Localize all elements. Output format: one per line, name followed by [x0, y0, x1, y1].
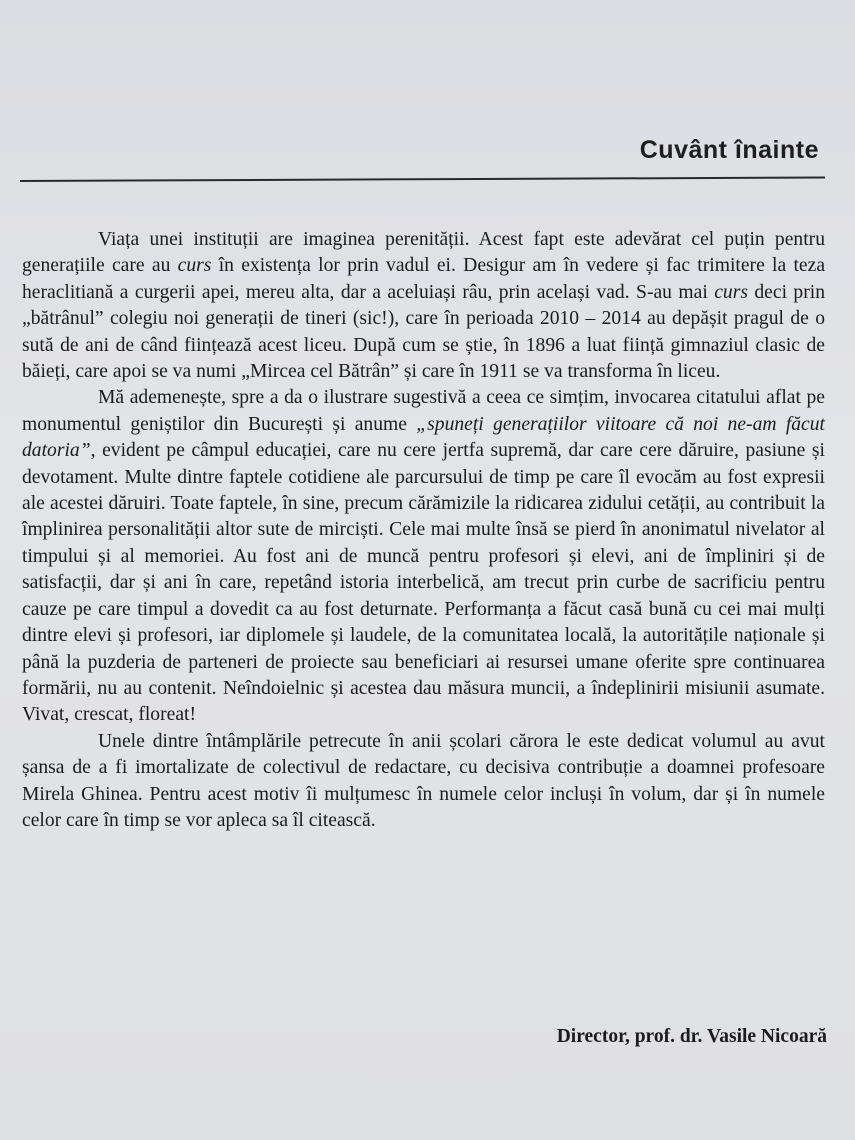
italic-quote: „spuneți generațiilor viitoare că noi ne-am făcut datoria” [22, 413, 825, 462]
paragraph-1 [22, 227, 825, 385]
italic-word-curs: curs [177, 255, 212, 277]
paragraph-2 [22, 385, 825, 728]
text-run: Mă ademenește, spre a da o ilustrare sugestivă a ceea ce simțim, invocarea citatului aflat pe monumentul geniștilor din București și anume [22, 387, 825, 435]
italic-word-curs: curs [714, 281, 748, 303]
body-text [22, 227, 825, 834]
page-heading: Cuvânt înainte [639, 136, 819, 164]
signature: Director, prof. dr. Vasile Nicoară [556, 1026, 827, 1047]
heading-rule [20, 176, 825, 182]
text-run: Viața unei instituții are imaginea perenității. Acest fapt este adevărat cel puțin pentru generațiile care au [22, 229, 825, 277]
text-run: Unele dintre întâmplările petrecute în anii școlari cărora le este dedicat volumul au avut șansa de a fi imortalizate de colectivul de redactare, cu decisiva contribuție a doamnei profesoare Mirela Ghinea. Pentru acest motiv îi mulțumesc în numele celor incluși în volum, dar și în numele celor care în timp se vor apleca sa îl citească. [22, 730, 825, 831]
paragraph-3 [22, 729, 825, 835]
text-run: , evident pe câmpul educației, care nu cere jertfa supremă, dar care cere dăruire, pasiune și devotament. Multe dintre faptele cotidiene ale parcursului de timp pe care îl evocăm au fost expresii ale acestei dăruiri. Toate faptele, în sine, precum cărămizile la ridicarea zidului cetății, au contribuit la împlinirea personalității altor sute de mirciști. Cele mai multe însă se pierd în anonimatul nivelator al timpului și al memoriei. Au fost ani de muncă pentru profesori și elevi, ani de împliniri și de satisfacții, dar și ani în care, repetând istoria interbelică, am trecut prin curbe de sacrificiu pentru cauze pe care timpul a dovedit ca au fost deturnate. Performanța a făcut casă bună cu cei mai mulți dintre elevi și profesori, iar diplomele și laudele, de la comunitatea locală, la autoritățile naționale și până la puzderia de parteneri de proiecte sau beneficiari ai resursei umane oferite spre continuarea formării, nu au contenit. Neîndoielnic și acestea dau măsura muncii, a îndeplinirii misiunii asumate. Vivat, crescat, floreat! [22, 440, 825, 726]
text-run: în existența lor prin vadul ei. Desigur am în vedere și fac trimitere la teza heraclitiană a curgerii apei, mereu alta, dar a aceluiași râu, prin același vad. S-au mai [22, 255, 826, 303]
text-run: deci prin „bătrânul” colegiu noi generații de tineri (sic!), care în perioada 2010 – 2014 au depășit pragul de o sută de ani de când ființează acest liceu. După cum se știe, în 1896 a luat ființă gimnaziul clasic de băieți, care apoi se va numi „Mircea cel Bătrân” și care în 1911 se va transforma în liceu. [22, 281, 825, 383]
